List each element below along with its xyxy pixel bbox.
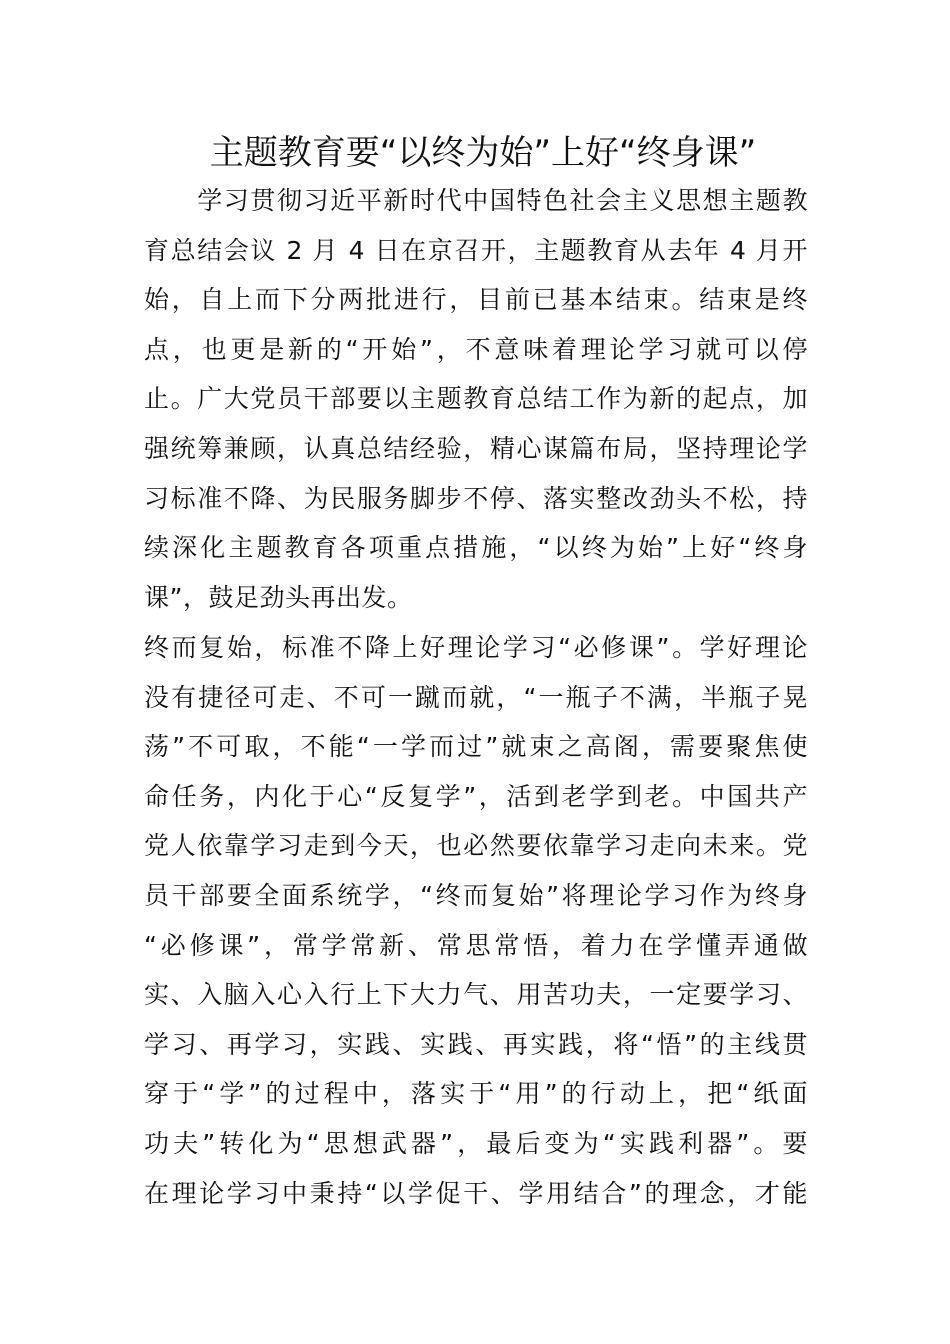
- paragraph-2-line: 员干部要全面系统学，“终而复始”将理论学习作为终身: [144, 880, 808, 910]
- paragraph-2-line: 在理论学习中秉持“以学促干、学用结合”的理念，才能: [144, 1178, 808, 1208]
- paragraph-2-line: 党人依靠学习走到今天，也必然要依靠学习走向未来。党: [144, 831, 808, 861]
- paragraph-2-line: 穿于“学”的过程中，落实于“用”的行动上，把“纸面: [144, 1079, 808, 1109]
- paragraph-2-line: 没有捷径可走、不可一蹴而就，“一瓶子不满，半瓶子晃: [144, 682, 808, 712]
- paragraph-2-line: 功夫”转化为“思想武器”，最后变为“实践利器”。要: [144, 1128, 808, 1158]
- paragraph-2-line: 终而复始，标准不降上好理论学习“必修课”。学好理论: [144, 633, 808, 662]
- paragraph-1-line: 始，自上而下分两批进行，目前已基本结束。结束是终: [144, 285, 808, 315]
- paragraph-1-line: 续深化主题教育各项重点措施，“以终为始”上好“终身: [144, 533, 808, 563]
- paragraph-2-line: 命任务，内化于心“反复学”，活到老学到老。中国共产: [144, 781, 808, 811]
- document-title: 主题教育要“以终为始”上好“终身课”: [209, 133, 757, 173]
- paragraph-2-line: 荡”不可取，不能“一学而过”就束之高阁，需要聚焦使: [144, 732, 808, 762]
- paragraph-1-line: 学习贯彻习近平新时代中国特色社会主义思想主题教: [144, 186, 808, 215]
- paragraph-1-line: 点，也更是新的“开始”，不意味着理论学习就可以停: [144, 334, 808, 364]
- paragraph-2-line: “必修课”，常学常新、常思常悟，着力在学懂弄通做: [144, 930, 808, 960]
- paragraph-1-line: 课”，鼓足劲头再出发。: [144, 582, 413, 612]
- paragraph-1-line: 强统筹兼顾，认真总结经验，精心谋篇布局，坚持理论学: [144, 433, 808, 463]
- paragraph-1-line: 止。广大党员干部要以主题教育总结工作为新的起点，加: [144, 384, 808, 414]
- paragraph-1: [144, 176, 808, 622]
- paragraph-1-line: 习标准不降、为民服务脚步不停、落实整改劲头不松，持: [144, 483, 808, 513]
- paragraph-2: [144, 623, 808, 1218]
- paragraph-2-line: 学习、再学习，实践、实践、再实践，将“悟”的主线贯: [144, 1029, 808, 1059]
- paragraph-1-line: 育总结会议 2 月 4 日在京召开，主题教育从去年 4 月开: [144, 235, 808, 265]
- paragraph-2-line: 实、入脑入心入行上下大力气、用苦功夫，一定要学习、: [144, 980, 808, 1010]
